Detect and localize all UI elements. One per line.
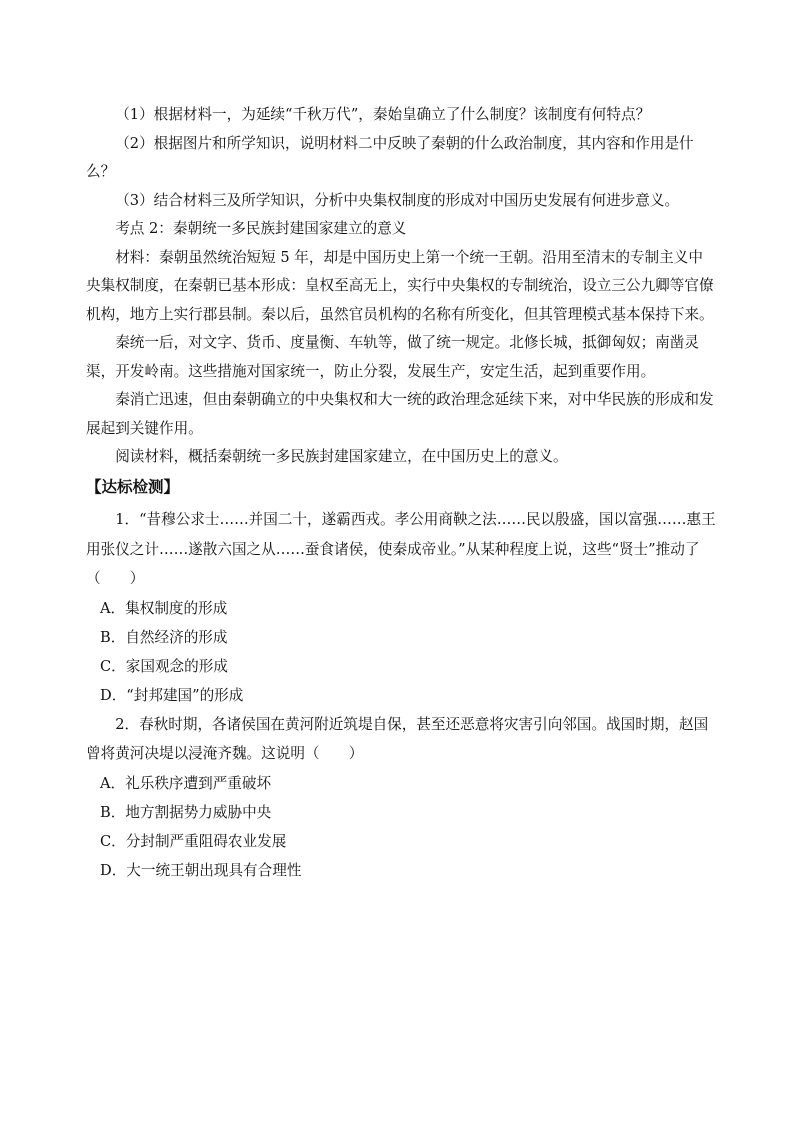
material-paragraph-1: 材料：秦朝虽然统治短短 5 年，却是中国历史上第一个统一王朝。沿用至清末的专制主义中央集权制度，在秦朝已基本形成：皇权至高无上，实行中央集权的专制统治，设立三公九卿等官僚机构，地方上实行郡县制。秦以后，虽然官员机构的名称有所变化，但其管理模式基本保持下来。 — [86, 248, 714, 323]
mcq-question — [86, 710, 716, 885]
document-page — [86, 101, 716, 885]
mcq-2-option-a: A．礼乐秩序遭到严重破坏 — [100, 774, 272, 792]
question-2: （2）根据图片和所学知识，说明材料二中反映了秦朝的什么政治制度，其内容和作用是什么？ — [86, 134, 694, 180]
mcq-1-option-d: D．“封邦建国”的形成 — [100, 686, 244, 704]
mcq-question — [86, 505, 716, 710]
section-title: 【达标检测】 — [86, 476, 180, 496]
mcq-1-option-a: A．集权制度的形成 — [100, 599, 228, 617]
mcq-2-option-d: D．大一统王朝出现具有合理性 — [100, 861, 302, 879]
reading-prompt: 阅读材料，概括秦朝统一多民族封建国家建立，在中国历史上的意义。 — [115, 448, 568, 465]
mcq-2-option-b: B．地方割据势力威胁中央 — [100, 803, 272, 821]
mcq-1-stem: 1．“昔穆公求士……并国二十，遂霸西戎。孝公用商鞅之法……民以殷盛，国以富强……惠王用张仪之计……遂散六国之从……蚕食诸侯，使秦成帝业。”从某种程度上说，这些“贤士”推动了（ ） — [86, 511, 716, 587]
mcq-2-option-c: C．分封制严重阻碍农业发展 — [100, 832, 287, 850]
mcq-2-stem: 2．春秋时期，各诸侯国在黄河附近筑堤自保，甚至还恶意将灾害引向邻国。战国时期，赵国曾将黄河决堤以浸淹齐魏。这说明（ ） — [86, 715, 709, 762]
question-3: （3）结合材料三及所学知识，分析中央集权制度的形成对中国历史发展有何进步意义。 — [115, 191, 680, 209]
mcq-1-option-c: C．家国观念的形成 — [100, 657, 228, 675]
material-paragraph-3: 秦消亡迅速，但由秦朝确立的中央集权和大一统的政治理念延续下来，对中华民族的形成和发展起到关键作用。 — [86, 391, 714, 437]
kaodian-2-title: 考点 2：秦朝统一多民族封建国家建立的意义 — [115, 220, 407, 237]
question-1: （1）根据材料一，为延续“千秋万代”，秦始皇确立了什么制度？该制度有何特点？ — [115, 106, 651, 123]
mcq-1-option-b: B．自然经济的形成 — [100, 628, 228, 646]
material-paragraph-2: 秦统一后，对文字、货币、度量衡、车轨等，做了统一规定。北修长城，抵御匈奴；南凿灵渠，开发岭南。这些措施对国家统一，防止分裂，发展生产，安定生活，起到重要作用。 — [86, 334, 699, 380]
